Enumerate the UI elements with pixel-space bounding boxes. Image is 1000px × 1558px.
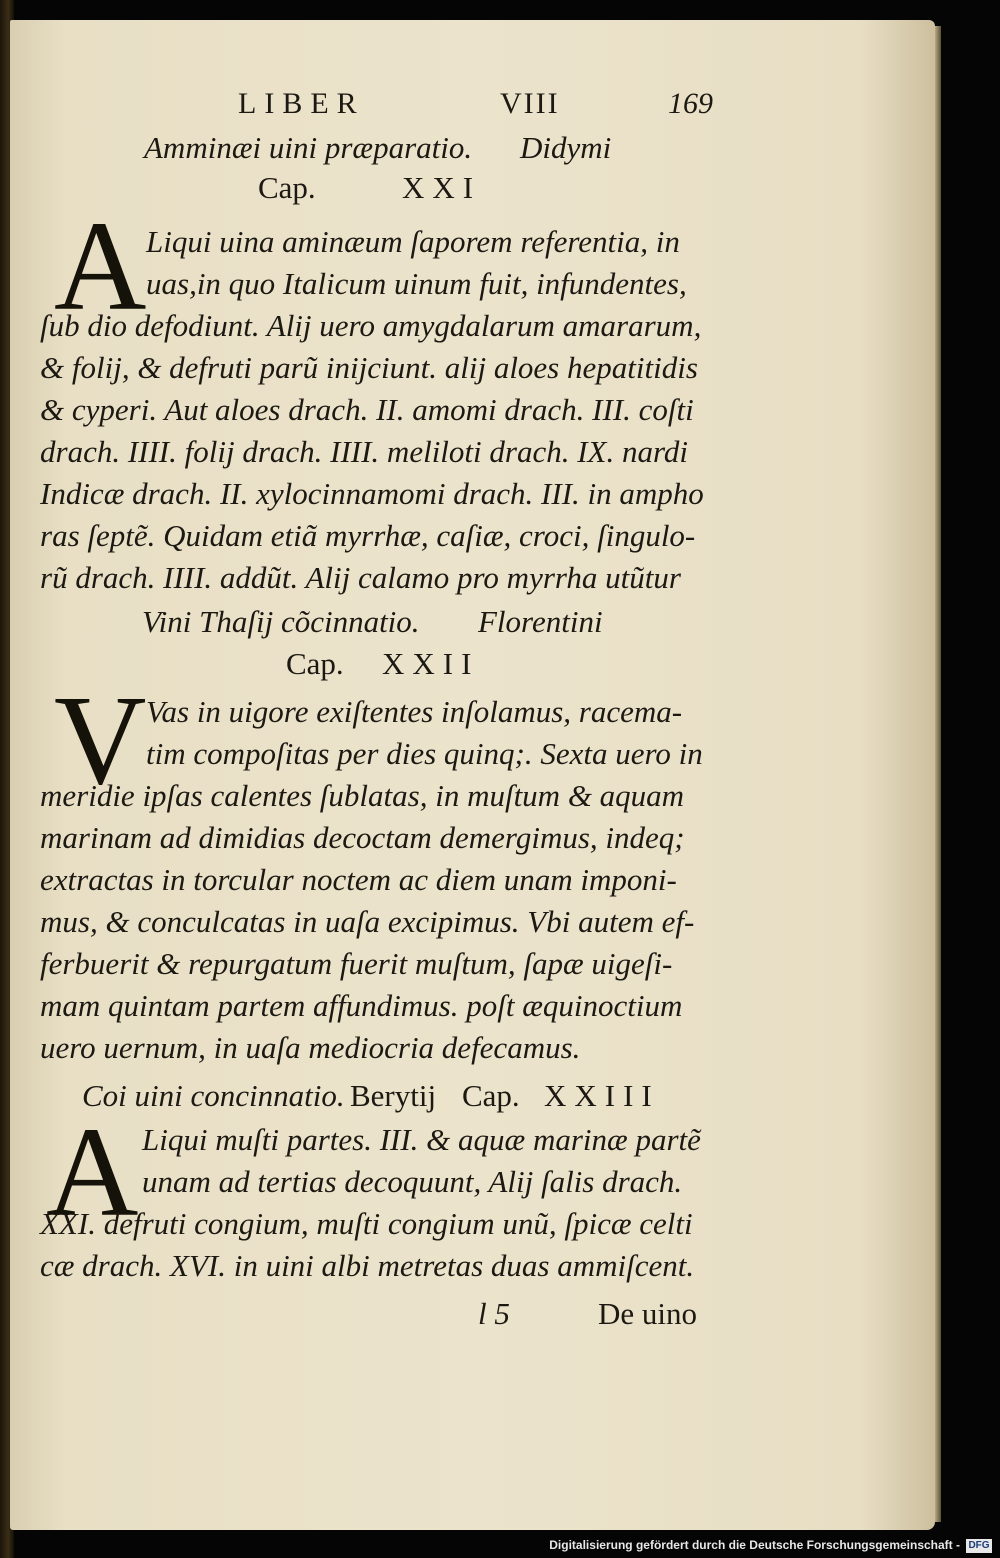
chapter22-cap-label: Cap. bbox=[286, 646, 344, 681]
chapter21-line: uas,in quo Italicum uinum fuit, infundentes, bbox=[146, 266, 687, 301]
chapter21-cap-number: XXI bbox=[402, 170, 482, 205]
chapter21-line: Indicæ drach. II. xylocinnamomi drach. III. in ampho bbox=[40, 476, 704, 511]
chapter21-line: drach. IIII. folij drach. IIII. meliloti drach. IX. nardi bbox=[40, 434, 689, 469]
chapter23-cap-number: XXIII bbox=[544, 1078, 660, 1113]
catchword: De uino bbox=[598, 1296, 698, 1331]
chapter21-line: ras ſeptẽ. Quidam etiã myrrhæ, caſiæ, croci, ſingulo- bbox=[40, 518, 696, 553]
chapter21-line: & cyperi. Aut aloes drach. II. amomi drach. III. coſti bbox=[40, 392, 694, 427]
chapter21-title: Amminæi uini præparatio. bbox=[144, 130, 473, 165]
chapter22-title: Vini Thaſij cõcinnatio. bbox=[142, 604, 420, 639]
running-title: LIBER bbox=[238, 87, 365, 120]
chapter23-cap-label: Cap. bbox=[462, 1078, 520, 1113]
chapter22-line: meridie ipſas calentes ſublatas, in muſtum & aquam bbox=[40, 778, 685, 813]
chapter22-line: marinam ad dimidias decoctam demergimus, indeq; bbox=[40, 820, 685, 855]
signature-mark: l 5 bbox=[478, 1296, 510, 1331]
chapter22-line: Vas in uigore exiſtentes inſolamus, racema- bbox=[146, 694, 683, 729]
chapter21-cap-label: Cap. bbox=[258, 170, 316, 205]
page-fore-edge bbox=[935, 26, 941, 1522]
chapter23-line: unam ad tertias decoquunt, Alij ſalis drach. bbox=[142, 1164, 683, 1199]
chapter22-author: Florentini bbox=[478, 604, 603, 639]
chapter22-line: extractas in torcular noctem ac diem unam imponi- bbox=[40, 862, 677, 897]
chapter22-line: mam quintam partem affundimus. poſt æquinoctium bbox=[40, 988, 683, 1023]
chapter21-line: rũ drach. IIII. addũt. Alij calamo pro myrrha utũtur bbox=[40, 560, 681, 595]
chapter21-line: Liqui uina aminæum ſaporem referentia, in bbox=[146, 224, 680, 259]
chapter21-author: Didymi bbox=[520, 130, 612, 165]
chapter23-title: Coi uini concinnatio. bbox=[82, 1078, 345, 1113]
chapter22-line: mus, & conculcatas in uaſa excipimus. Vbi autem ef- bbox=[40, 904, 695, 939]
chapter21-line: ſub dio defodiunt. Alij uero amygdalarum amararum, bbox=[40, 308, 702, 343]
digitization-footer bbox=[0, 1536, 1000, 1558]
chapter23-line: cæ drach. XVI. in uini albi metretas duas ammiſcent. bbox=[40, 1248, 695, 1283]
dfg-logo: DFG bbox=[966, 1539, 992, 1553]
page-number: 169 bbox=[668, 87, 713, 120]
chapter22-dropcap: V bbox=[54, 669, 147, 811]
chapter23-line: Liqui muſti partes. III. & aquæ marinæ partẽ bbox=[142, 1122, 701, 1157]
book-number: VIII bbox=[500, 87, 560, 120]
chapter22-line: ferbuerit & repurgatum fuerit muſtum, ſapæ uigeſi- bbox=[40, 946, 673, 981]
chapter21-dropcap: A bbox=[54, 195, 147, 337]
chapter23-author: Berytij bbox=[350, 1078, 437, 1113]
chapter22-cap-number: XXII bbox=[382, 646, 480, 681]
chapter23-line: XXI. defruti congium, muſti congium unũ, ſpicæ celti bbox=[40, 1206, 693, 1241]
chapter22-line: uero uernum, in uaſa mediocria defecamus. bbox=[40, 1030, 581, 1065]
funding-notice: Digitalisierung gefördert durch die Deutsche Forschungsgemeinschaft - bbox=[549, 1538, 960, 1552]
chapter23-dropcap: A bbox=[46, 1101, 139, 1243]
chapter22-line: tim compoſitas per dies quinq;. Sexta uero in bbox=[146, 736, 703, 771]
chapter21-line: & folij, & defruti parũ inijciunt. alij aloes hepatitidis bbox=[40, 350, 698, 385]
